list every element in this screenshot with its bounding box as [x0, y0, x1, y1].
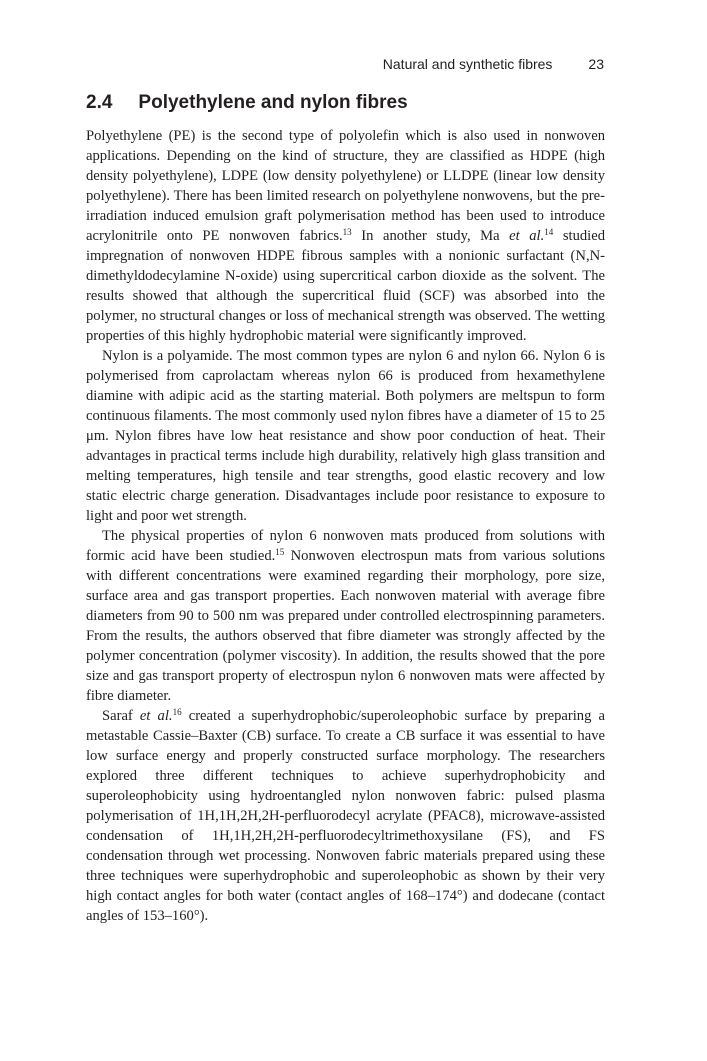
- section-number: 2.4: [86, 92, 113, 113]
- running-head-title: Natural and synthetic fibres: [382, 56, 553, 72]
- paragraph-nylon: [86, 346, 605, 526]
- reference-superscript: 13: [342, 227, 352, 238]
- reference-superscript: 16: [172, 707, 182, 718]
- paragraph-text: studied impregnation of nonwoven HDPE fibrous samples with a nonionic surfactant (N,N-dimethyldodecylamine N-oxide) using supercritical carbon dioxide as the solvent. The results showed that although the supercritical fluid (SCF) was absorbed into the polymer, no structural changes or loss of mechanical strength was observed. The wetting properties of this highly hydrophobic material were significantly improved.: [86, 228, 606, 344]
- paragraph-polyethylene: [86, 126, 605, 346]
- paragraph-text: Saraf: [102, 708, 140, 724]
- section-title: Polyethylene and nylon fibres: [138, 92, 408, 113]
- paragraph-text: Nylon is a polyamide. The most common types are nylon 6 and nylon 66. Nylon 6 is polymerised from caprolactam whereas nylon 66 is produced from hexamethylene diamine with adipic acid as the starting material. Both polymers are meltspun to form continuous filaments. The most commonly used nylon fibres have a diameter of 15 to 25 μm. Nylon fibres have low heat resistance and show poor conduction of heat. Their advantages in practical terms include high durability, relatively high glass transition and melting temperatures, high tensile and tear strengths, good elastic recovery and low static electric charge generation. Disadvantages include poor resistance to exposure to light and poor wet strength.: [86, 348, 605, 524]
- running-head: [383, 54, 604, 74]
- reference-superscript: 15: [275, 547, 285, 558]
- body-text: [86, 126, 605, 926]
- paragraph-saraf: [86, 706, 605, 926]
- paragraph-nylon-6-mats: [86, 526, 605, 706]
- paragraph-text: Polyethylene (PE) is the second type of polyolefin which is also used in nonwoven applications. Depending on the kind of structure, they are classified as HDPE (high density polyethylene), LDPE (low density polyethylene) or LLDPE (linear low density polyethylene). There has been limited research on polyethylene nonwovens, but the pre-irradiation induced emulsion graft polymerisation method has been used to introduce acrylonitrile onto PE nonwoven fabrics.: [86, 128, 605, 244]
- italic-text: et al.: [139, 708, 173, 724]
- section-heading: [86, 92, 606, 114]
- page-number: 23: [588, 56, 604, 72]
- paragraph-text: In another study, Ma: [351, 228, 510, 244]
- paragraph-text: created a superhydrophobic/superoleophobic surface by preparing a metastable Cassie–Baxter (CB) surface. To create a CB surface it was essential to have low surface energy and properly constructed surface morphology. The researchers explored three different techniques to achieve superhydrophobicity and superoleophobicity using hydroentangled nylon nonwoven fabric: pulsed plasma polymerisation of 1H,1H,2H,2H-perfluorodecyl acrylate (PFAC8), microwave-assisted condensation of 1H,1H,2H,2H-perfluorodecyltrimethoxysilane (FS), and FS condensation through wet processing. Nonwoven fabric materials prepared using these three techniques were superhydrophobic and superoleophobic as shown by their very high contact angles for both water (contact angles of 168–174°) and dodecane (contact angles of 153–160°).: [86, 708, 605, 924]
- reference-superscript: 14: [544, 227, 554, 238]
- italic-text: et al.: [509, 228, 545, 244]
- paragraph-text: Nonwoven electrospun mats from various solutions with different concentrations were examined regarding their morphology, pore size, surface area and gas transport properties. Each nonwoven material with average fibre diameters from 90 to 500 nm was prepared under controlled electrospinning parameters. From the results, the authors observed that fibre diameter was strongly affected by the polymer concentration (polymer viscosity). In addition, the results showed that the pore size and gas transport property of electrospun nylon 6 nonwoven mats were affected by fibre diameter.: [86, 548, 605, 704]
- paragraph-text: The physical properties of nylon 6 nonwoven mats produced from solutions with formic acid have been studied.: [86, 528, 605, 564]
